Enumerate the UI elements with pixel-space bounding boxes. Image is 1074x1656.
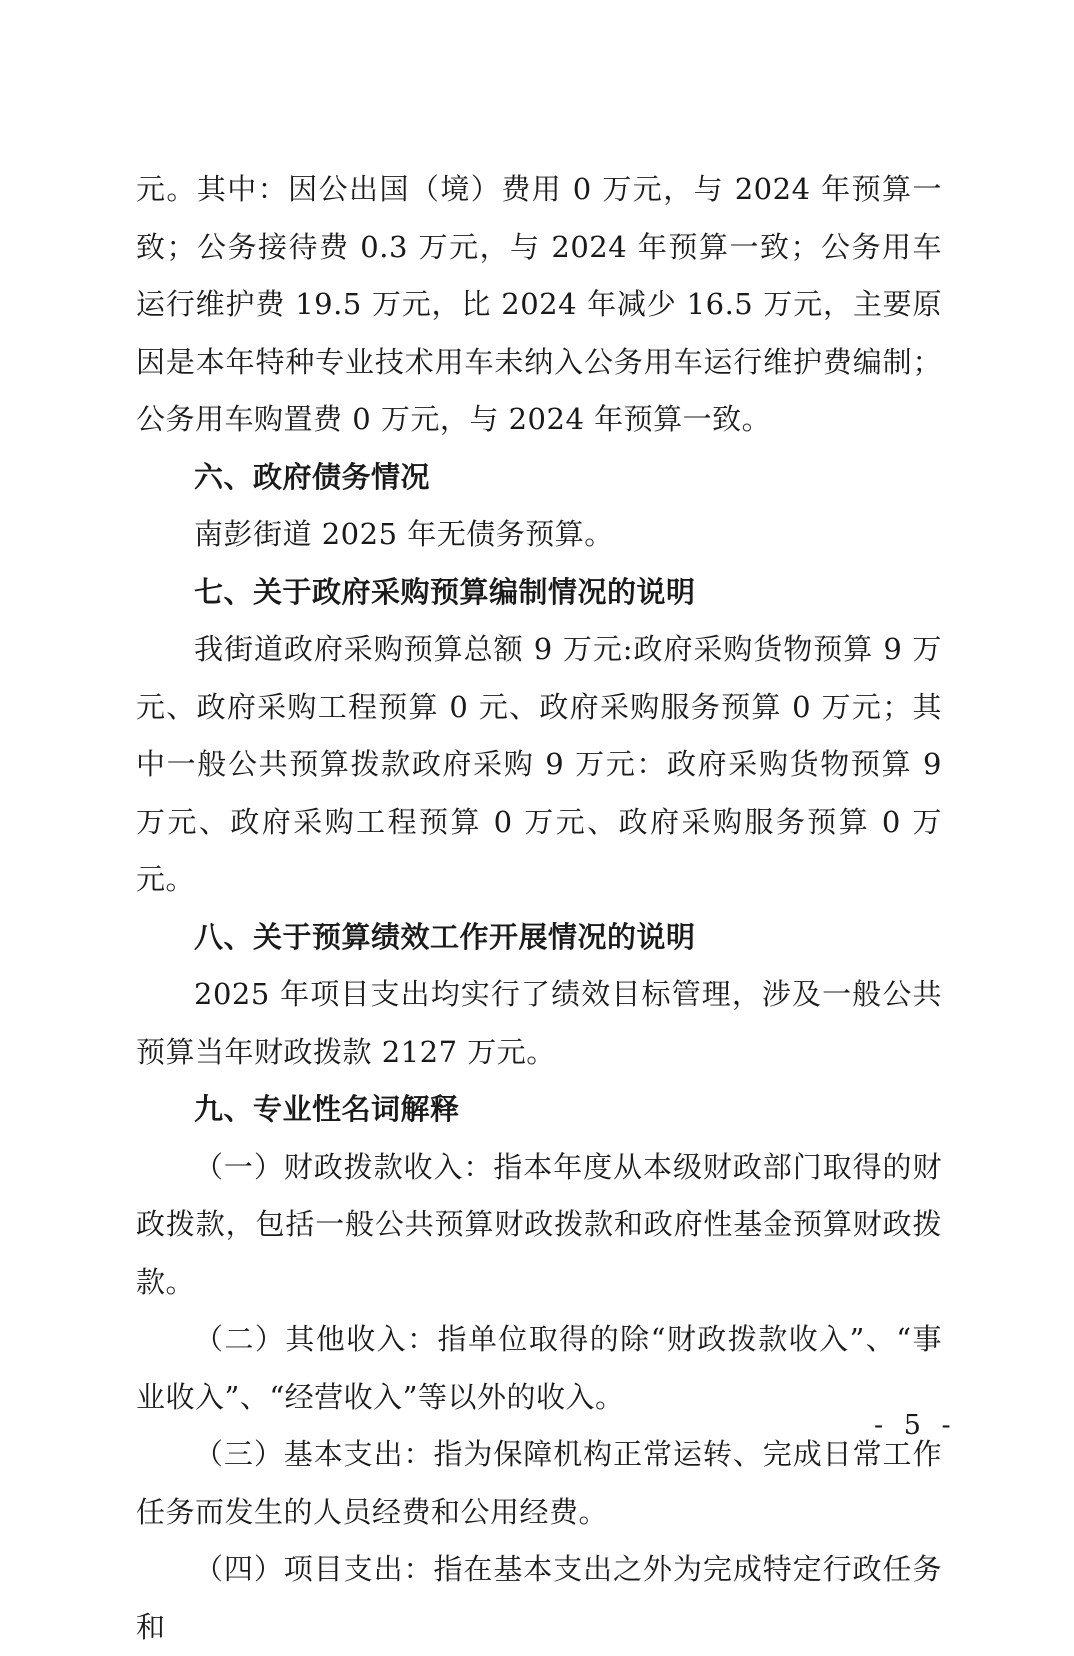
paragraph: （三）基本支出：指为保障机构正常运转、完成日常工作任务而发生的人员经费和公用经费。 <box>136 1437 942 1529</box>
section-heading: 六、政府债务情况 <box>194 459 431 494</box>
paragraph: 南彭街道 2025 年无债务预算。 <box>194 517 614 551</box>
paragraph: （一）财政拨款收入：指本年度从本级财政部门取得的财政拨款，包括一般公共预算财政拨款和政府性基金预算财政拨款。 <box>136 1149 942 1299</box>
section-heading: 八、关于预算绩效工作开展情况的说明 <box>194 919 696 954</box>
paragraph: 2025 年项目支出均实行了绩效目标管理，涉及一般公共预算当年财政拨款 2127 万元。 <box>136 977 942 1069</box>
document-body <box>136 161 942 1656</box>
paragraph: 元。其中：因公出国（境）费用 0 万元，与 2024 年预算一致；公务接待费 0.3 万元，与 2024 年预算一致；公务用车运行维护费 19.5 万元，比 2024 年减少 16.5 万元，主要原因是本年特种专业技术用车未纳入公务用车运行维护费编制；公务用车购置费 0 万元，与 2024 年预算一致。 <box>136 172 942 436</box>
paragraph: 我街道政府采购预算总额 9 万元:政府采购货物预算 9 万元、政府采购工程预算 0 元、政府采购服务预算 0 万元；其中一般公共预算拨款政府采购 9 万元：政府采购货物预算 9 万元、政府采购工程预算 0 万元、政府采购服务预算 0 万元。 <box>136 632 942 896</box>
section-heading: 九、专业性名词解释 <box>194 1092 460 1126</box>
paragraph: （二）其他收入：指单位取得的除“财政拨款收入”、“事业收入”、“经营收入”等以外的收入。 <box>136 1322 942 1414</box>
paragraph: （四）项目支出：指在基本支出之外为完成特定行政任务和 <box>136 1552 942 1644</box>
section-heading: 七、关于政府采购预算编制情况的说明 <box>194 574 696 609</box>
page-number: - 5 - <box>874 1410 957 1441</box>
